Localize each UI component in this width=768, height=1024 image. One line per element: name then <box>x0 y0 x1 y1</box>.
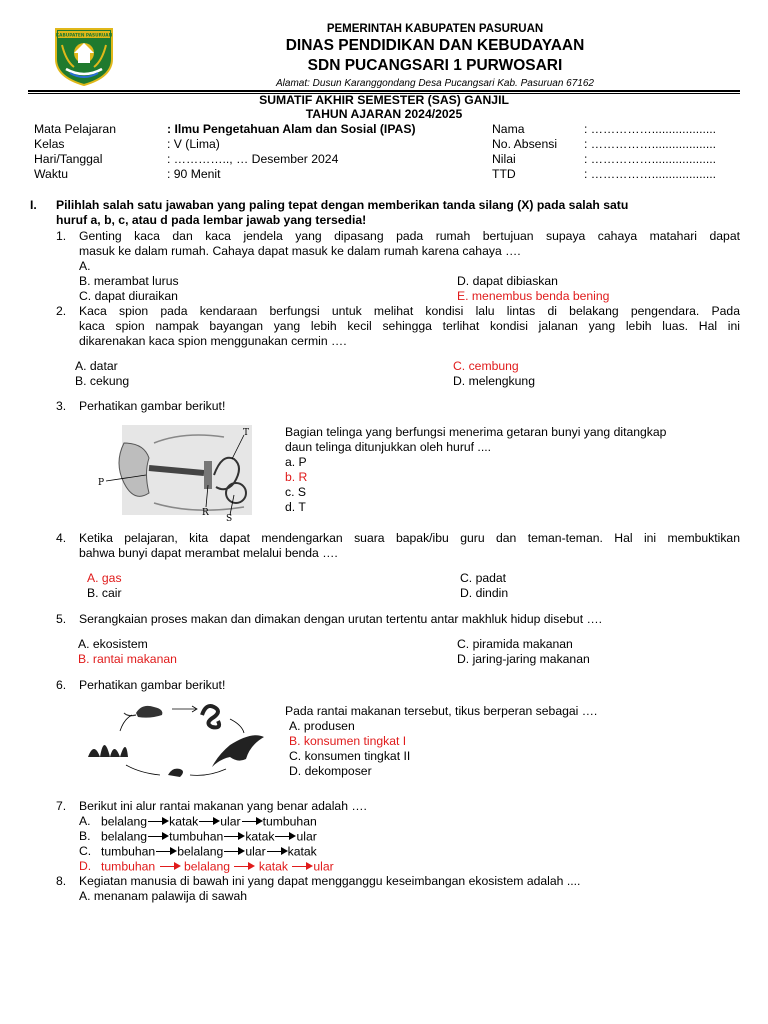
q4-option-b: B. cair <box>87 586 122 600</box>
q7-c-step-4: katak <box>287 844 317 859</box>
q5-option-d: D. jaring-jaring makanan <box>457 652 590 666</box>
q2-text: Kaca spion pada kendaraan berfungsi untuk melihat kondisi lalu lintas di belakang pengendara. Pada <box>79 304 740 318</box>
q4-text-cont: bahwa bunyi dapat merambat melalui benda …. <box>79 546 338 560</box>
arrow-right-icon <box>266 847 288 857</box>
q8-number: 8. <box>56 874 67 888</box>
q1-option-a: A. <box>79 259 91 273</box>
q7-option-a-letter: A. <box>79 814 91 828</box>
q7-option-c-letter: C. <box>79 844 92 858</box>
food-chain-image <box>80 701 270 783</box>
q8-text: Kegiatan manusia di bawah ini yang dapat mengganggu keseimbangan ekosistem adalah .... <box>79 874 581 888</box>
identity-value-name: : ……………................... <box>584 122 717 136</box>
arrow-right-icon <box>155 847 177 857</box>
header-government: PEMERINTAH KABUPATEN PASURUAN <box>326 23 544 35</box>
q7-option-a <box>101 814 317 829</box>
q3-text: Perhatikan gambar berikut! <box>79 399 226 413</box>
q6-option-c: C. konsumen tingkat II <box>289 749 411 763</box>
q5-text: Serangkaian proses makan dan dimakan dengan urutan tertentu antar makhluk hidup disebut …. <box>79 612 603 626</box>
q7-option-c <box>101 844 317 859</box>
identity-value-score: : ……………................... <box>584 152 717 166</box>
q7-c-step-2: belalang <box>177 844 224 859</box>
identity-label-name: Nama <box>492 122 525 136</box>
q7-a-step-1: belalang <box>101 814 148 829</box>
q1-option-d: D. dapat dibiaskan <box>457 274 558 288</box>
q2-option-d: D. melengkung <box>453 374 535 388</box>
header-department: DINAS PENDIDIKAN DAN KEBUDAYAAN <box>285 37 585 54</box>
q7-b-step-4: ular <box>296 829 317 844</box>
q7-d-step-4: ular <box>313 859 334 874</box>
arrow-right-icon <box>223 847 245 857</box>
q1-number: 1. <box>56 229 67 243</box>
q3-option-a: a. P <box>285 455 307 469</box>
q7-option-d-letter: D. <box>79 859 92 873</box>
arrow-right-icon <box>291 862 313 872</box>
q4-option-d: D. dindin <box>460 586 509 600</box>
q5-number: 5. <box>56 612 67 626</box>
ear-label-s: S <box>226 514 233 523</box>
identity-label-score: Nilai <box>492 152 516 166</box>
arrow-right-icon <box>147 832 169 842</box>
identity-value-absence: : ……………................... <box>584 137 717 151</box>
q6-question: Pada rantai makanan tersebut, tikus berperan sebagai …. <box>285 704 598 718</box>
q1-option-e: E. menembus benda bening <box>457 289 610 303</box>
q7-c-step-1: tumbuhan <box>101 844 156 859</box>
identity-label-class: Kelas <box>34 137 65 151</box>
q7-b-step-2: tumbuhan <box>169 829 224 844</box>
q7-b-step-1: belalang <box>101 829 148 844</box>
q7-option-b-letter: B. <box>79 829 91 843</box>
exam-title: SUMATIF AKHIR SEMESTER (SAS) GANJIL <box>259 93 509 107</box>
q6-text: Perhatikan gambar berikut! <box>79 678 226 692</box>
q6-option-d: D. dekomposer <box>289 764 372 778</box>
q4-option-c: C. padat <box>460 571 507 585</box>
q2-number: 2. <box>56 304 67 318</box>
regency-logo <box>52 23 116 87</box>
header-divider <box>28 90 740 92</box>
q7-d-step-3: katak <box>258 859 289 874</box>
q7-text: Berikut ini alur rantai makanan yang benar adalah …. <box>79 799 367 813</box>
q2-option-b: B. cekung <box>75 374 130 388</box>
identity-value-class: : V (Lima) <box>167 137 220 151</box>
identity-label-subject: Mata Pelajaran <box>34 122 116 136</box>
q3-option-d: d. T <box>285 500 306 514</box>
q4-option-a: A. gas <box>87 571 122 585</box>
ear-label-p: P <box>98 478 105 488</box>
q2-option-a: A. datar <box>75 359 118 373</box>
header-school: SDN PUCANGSARI 1 PURWOSARI <box>307 57 563 74</box>
q7-option-d <box>101 859 334 874</box>
arrow-right-icon <box>198 817 220 827</box>
arrow-right-icon <box>233 862 255 872</box>
identity-value-signature: : ……………................... <box>584 167 717 181</box>
section-instruction: Pilihlah salah satu jawaban yang paling tepat dengan memberikan tanda silang (X) pada salah satu <box>56 198 629 212</box>
q5-option-c: C. piramida makanan <box>457 637 573 651</box>
identity-value-subject: : Ilmu Pengetahuan Alam dan Sosial (IPAS) <box>167 122 416 136</box>
q3-option-b: b. R <box>285 470 308 484</box>
q7-a-step-2: katak <box>169 814 199 829</box>
q7-a-step-3: ular <box>220 814 241 829</box>
q2-option-c: C. cembung <box>453 359 519 373</box>
q1-option-c: C. dapat diuraikan <box>79 289 178 303</box>
ear-label-r: R <box>202 508 209 518</box>
section-instruction-cont: huruf a, b, c, atau d pada lembar jawab yang tersedia! <box>56 213 367 227</box>
q1-text: Genting kaca dan kaca jendela yang dipasang pada rumah bertujuan supaya cahaya matahari dapat <box>79 229 740 243</box>
q5-option-a: A. ekosistem <box>78 637 148 651</box>
ear-label-t: T <box>243 428 250 438</box>
q1-option-b: B. merambat lurus <box>79 274 179 288</box>
q7-a-step-4: tumbuhan <box>262 814 317 829</box>
arrow-right-icon <box>241 817 263 827</box>
arrow-right-icon <box>274 832 296 842</box>
q7-option-b <box>101 829 317 844</box>
identity-label-date: Hari/Tanggal <box>34 152 103 166</box>
identity-value-date: : ………….., … Desember 2024 <box>167 152 339 166</box>
q3-number: 3. <box>56 399 67 413</box>
arrow-right-icon <box>147 817 169 827</box>
q3-question-cont: daun telinga ditunjukkan oleh huruf .... <box>285 440 491 454</box>
q7-d-step-1: tumbuhan <box>101 859 156 874</box>
q1-text-cont: masuk ke dalam rumah. Cahaya dapat masuk ke dalam rumah karena cahaya …. <box>79 244 521 258</box>
header-address: Alamat: Dusun Karanggondang Desa Pucangsari Kab. Pasuruan 67162 <box>276 78 594 89</box>
q4-text: Ketika pelajaran, kita dapat mendengarkan suara bapak/ibu guru dan teman-teman. Hal ini membuktikan <box>79 531 740 545</box>
q7-number: 7. <box>56 799 67 813</box>
q6-option-a: A. produsen <box>289 719 355 733</box>
identity-label-absence: No. Absensi <box>492 137 558 151</box>
q7-d-step-2: belalang <box>184 859 231 874</box>
q3-option-c: c. S <box>285 485 306 499</box>
section-number: I. <box>30 198 37 212</box>
q3-question: Bagian telinga yang berfungsi menerima getaran bunyi yang ditangkap <box>285 425 667 439</box>
ear-diagram-image <box>94 423 274 523</box>
exam-year: TAHUN AJARAN 2024/2025 <box>305 107 463 121</box>
identity-label-signature: TTD <box>492 167 516 181</box>
identity-label-time: Waktu <box>34 167 69 181</box>
q5-option-b: B. rantai makanan <box>78 652 177 666</box>
q2-text-cont: kaca spion nampak bayangan yang lebih kecil sehingga terlihat kondisi jalanan yang lebih luas. Hal ini <box>79 319 740 333</box>
q8-option-a: A. menanam palawija di sawah <box>79 889 248 903</box>
q7-c-step-3: ular <box>245 844 266 859</box>
q6-number: 6. <box>56 678 67 692</box>
arrow-right-icon <box>159 862 181 872</box>
q7-b-step-3: katak <box>245 829 275 844</box>
identity-value-time: : 90 Menit <box>167 167 221 181</box>
q4-number: 4. <box>56 531 67 545</box>
logo-text: KABUPATEN PASURUAN <box>55 33 113 39</box>
q2-text-end: dikarenakan kaca spion menggunakan cermin …. <box>79 334 347 348</box>
q6-option-b: B. konsumen tingkat I <box>289 734 407 748</box>
arrow-right-icon <box>223 832 245 842</box>
